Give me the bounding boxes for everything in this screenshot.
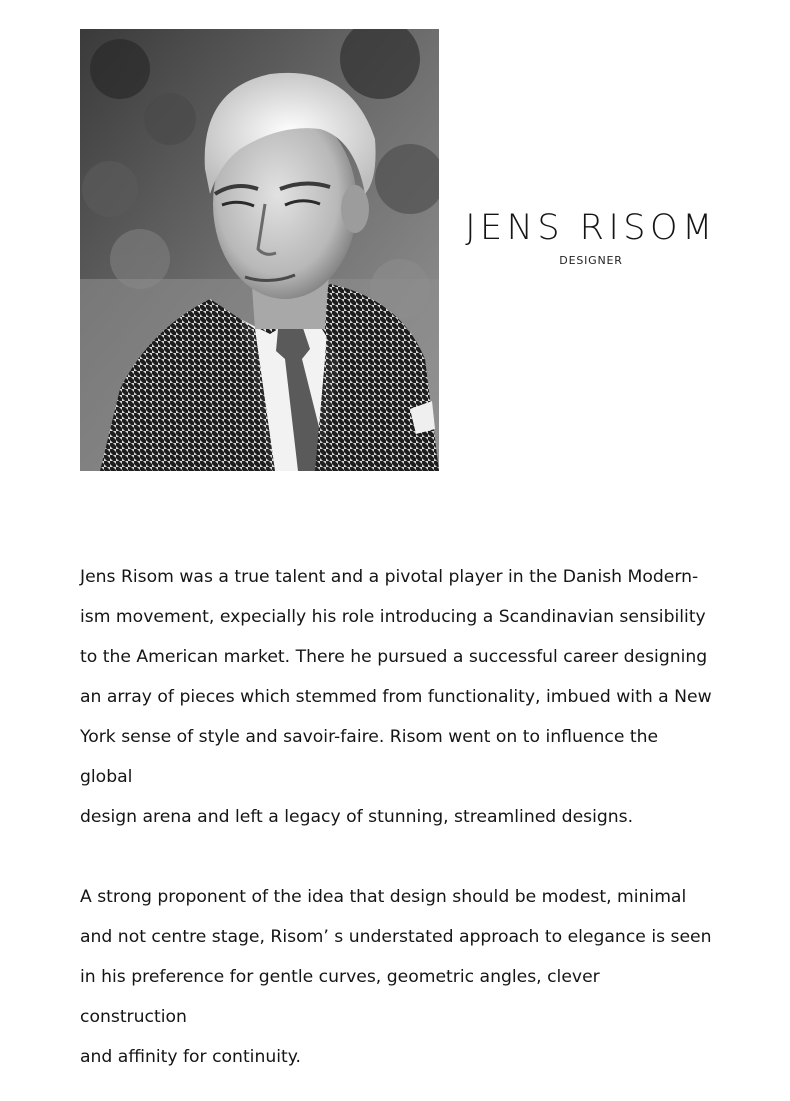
portrait-illustration: [80, 29, 439, 471]
portrait-photo: [80, 29, 439, 471]
biography-paragraph-2: A strong proponent of the idea that design should be modest, minimal and not centre stage, Risom’ s understated approach to elegance is seen in his preference for gentle curves, geometric angles, clever construction and affinity for continuity.: [80, 887, 712, 1067]
designer-name: JENS RISOM: [465, 208, 717, 248]
biography: [80, 557, 712, 1077]
designer-role: DESIGNER: [559, 254, 623, 267]
title-block: [455, 206, 727, 268]
biography-paragraph-1: Jens Risom was a true talent and a pivotal player in the Danish Modern- ism movement, expecially his role introducing a Scandinavian sensibility to the American market. There he pursued a successful career designing an array of pieces which stemmed from functionality, imbued with a New York sense of style and savoir-faire. Risom went on to influence the global design arena and left a legacy of stunning, streamlined designs.: [80, 567, 712, 827]
